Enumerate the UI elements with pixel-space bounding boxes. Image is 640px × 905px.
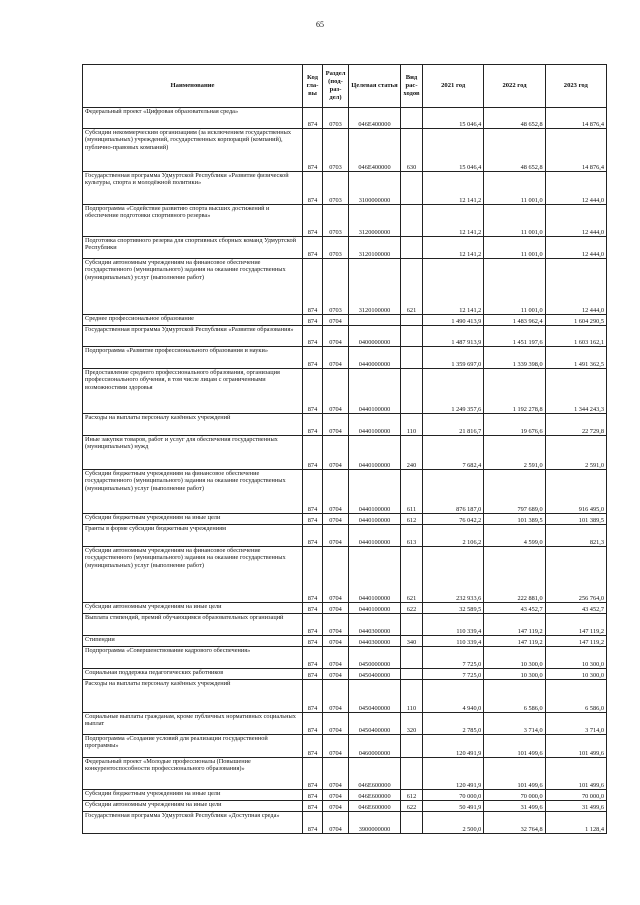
table-row — [83, 129, 607, 172]
row-vid-rashodov — [401, 614, 423, 636]
row-amount-2022: 6 586,0 — [484, 680, 545, 713]
row-kod: 874 — [303, 636, 323, 647]
row-celevaya-statya: 3100000000 — [349, 172, 401, 205]
row-celevaya-statya: 0440100000 — [349, 603, 401, 614]
row-amount-2021: 4 940,0 — [423, 680, 484, 713]
header-2022: 2022 год — [484, 65, 545, 108]
row-kod: 874 — [303, 259, 323, 315]
row-razdel: 0704 — [323, 315, 349, 326]
page-number: 65 — [316, 20, 324, 29]
row-amount-2021: 1 490 413,9 — [423, 315, 484, 326]
row-amount-2021: 76 042,2 — [423, 514, 484, 525]
table-row — [83, 647, 607, 669]
table-row — [83, 614, 607, 636]
row-amount-2021: 110 339,4 — [423, 636, 484, 647]
row-name: Субсидии некоммерческим организациям (за исключением государственных (муниципальных) учреждений, государственных корпораций (компаний), публично-правовых компаний) — [83, 129, 303, 172]
row-vid-rashodov — [401, 758, 423, 790]
row-name: Федеральный проект «Молодые профессионалы (Повышение конкурентоспособности профессионального образования)» — [83, 758, 303, 790]
row-vid-rashodov — [401, 326, 423, 347]
row-name: Социальная поддержка педагогических работников — [83, 669, 303, 680]
row-amount-2023: 1 604 290,5 — [545, 315, 606, 326]
row-kod: 874 — [303, 735, 323, 758]
row-kod: 874 — [303, 647, 323, 669]
header-2023: 2023 год — [545, 65, 606, 108]
row-amount-2023: 14 876,4 — [545, 129, 606, 172]
row-vid-rashodov: 240 — [401, 436, 423, 470]
row-vid-rashodov: 612 — [401, 514, 423, 525]
row-razdel: 0704 — [323, 758, 349, 790]
row-amount-2021: 110 339,4 — [423, 614, 484, 636]
row-vid-rashodov — [401, 108, 423, 129]
header-vid: Вид рас-ходов — [401, 65, 423, 108]
table-row — [83, 259, 607, 315]
table-row — [83, 237, 607, 259]
row-vid-rashodov — [401, 647, 423, 669]
table-row — [83, 669, 607, 680]
table-row — [83, 801, 607, 812]
row-amount-2023: 12 444,0 — [545, 237, 606, 259]
row-name: Подпрограмма «Совершенствование кадрового обеспечения» — [83, 647, 303, 669]
row-razdel: 0703 — [323, 237, 349, 259]
row-amount-2022: 32 764,8 — [484, 812, 545, 834]
row-amount-2022: 1 483 962,4 — [484, 315, 545, 326]
row-kod: 874 — [303, 790, 323, 801]
row-name: Субсидии автономным учреждениям на иные цели — [83, 603, 303, 614]
row-celevaya-statya: 0440100000 — [349, 525, 401, 547]
row-amount-2021: 2 500,0 — [423, 812, 484, 834]
row-name: Федеральный проект «Цифровая образовательная среда» — [83, 108, 303, 129]
row-kod: 874 — [303, 108, 323, 129]
row-razdel: 0704 — [323, 436, 349, 470]
table-row — [83, 108, 607, 129]
row-celevaya-statya: 0440100000 — [349, 547, 401, 603]
row-vid-rashodov — [401, 237, 423, 259]
header-kod: Код гла-вы — [303, 65, 323, 108]
table-row — [83, 680, 607, 713]
row-vid-rashodov — [401, 735, 423, 758]
row-amount-2021: 1 249 357,6 — [423, 369, 484, 414]
table-row — [83, 369, 607, 414]
row-amount-2022: 147 119,2 — [484, 636, 545, 647]
table-row — [83, 315, 607, 326]
row-razdel: 0704 — [323, 735, 349, 758]
row-kod: 874 — [303, 237, 323, 259]
row-celevaya-statya: 0450400000 — [349, 713, 401, 735]
row-amount-2021: 15 046,4 — [423, 129, 484, 172]
table-row — [83, 326, 607, 347]
row-kod: 874 — [303, 812, 323, 834]
row-kod: 874 — [303, 369, 323, 414]
row-vid-rashodov: 611 — [401, 470, 423, 514]
row-razdel: 0703 — [323, 108, 349, 129]
budget-table — [82, 64, 607, 834]
row-celevaya-statya: 0440100000 — [349, 470, 401, 514]
row-vid-rashodov — [401, 369, 423, 414]
row-celevaya-statya: 3900000000 — [349, 812, 401, 834]
row-razdel: 0704 — [323, 347, 349, 369]
row-amount-2023: 101 499,6 — [545, 735, 606, 758]
row-amount-2021: 1 359 697,0 — [423, 347, 484, 369]
row-amount-2021: 70 000,0 — [423, 790, 484, 801]
row-razdel: 0703 — [323, 259, 349, 315]
row-amount-2022: 222 881,0 — [484, 547, 545, 603]
row-celevaya-statya: 0440300000 — [349, 636, 401, 647]
row-amount-2023: 147 119,2 — [545, 614, 606, 636]
row-name: Расходы на выплаты персоналу казённых учреждений — [83, 680, 303, 713]
row-amount-2022: 1 451 197,6 — [484, 326, 545, 347]
row-amount-2023: 1 128,4 — [545, 812, 606, 834]
row-amount-2021: 876 187,0 — [423, 470, 484, 514]
table-row — [83, 205, 607, 237]
row-vid-rashodov — [401, 205, 423, 237]
row-name: Государственная программа Удмуртской Республики «Развитие образования» — [83, 326, 303, 347]
row-kod: 874 — [303, 436, 323, 470]
row-razdel: 0703 — [323, 129, 349, 172]
row-amount-2021: 2 785,0 — [423, 713, 484, 735]
row-kod: 874 — [303, 801, 323, 812]
row-amount-2023: 10 300,0 — [545, 647, 606, 669]
row-amount-2023: 12 444,0 — [545, 172, 606, 205]
row-name: Подпрограмма «Содействие развитию спорта высших достижений и обеспечение подготовки спортивного резерва» — [83, 205, 303, 237]
row-razdel: 0704 — [323, 603, 349, 614]
row-name: Субсидии бюджетным учреждениям на финансовое обеспечение государственного (муниципального) задания на оказание государственных (муниципальных) услуг (выполнение работ) — [83, 470, 303, 514]
header-name: Наименование — [83, 65, 303, 108]
row-amount-2021: 7 682,4 — [423, 436, 484, 470]
row-amount-2023: 1 344 243,3 — [545, 369, 606, 414]
row-amount-2022: 10 300,0 — [484, 647, 545, 669]
row-amount-2021: 12 141,2 — [423, 259, 484, 315]
table-row — [83, 347, 607, 369]
row-razdel: 0704 — [323, 614, 349, 636]
row-amount-2023: 101 389,5 — [545, 514, 606, 525]
row-vid-rashodov: 621 — [401, 547, 423, 603]
row-kod: 874 — [303, 547, 323, 603]
row-amount-2021: 32 589,5 — [423, 603, 484, 614]
table-row — [83, 758, 607, 790]
table-row — [83, 514, 607, 525]
row-amount-2023: 916 495,0 — [545, 470, 606, 514]
row-celevaya-statya: 0440100000 — [349, 414, 401, 436]
row-vid-rashodov: 621 — [401, 259, 423, 315]
row-vid-rashodov: 630 — [401, 129, 423, 172]
row-name: Субсидии автономным учреждениям на иные цели — [83, 801, 303, 812]
row-name: Подпрограмма «Развитие профессионального образования и науки» — [83, 347, 303, 369]
row-name: Субсидии бюджетным учреждениям на иные цели — [83, 514, 303, 525]
row-amount-2021: 21 816,7 — [423, 414, 484, 436]
row-kod: 874 — [303, 205, 323, 237]
row-celevaya-statya: 046E600000 — [349, 801, 401, 812]
table-row — [83, 414, 607, 436]
row-kod: 874 — [303, 680, 323, 713]
row-vid-rashodov — [401, 669, 423, 680]
row-kod: 874 — [303, 713, 323, 735]
row-amount-2023: 1 603 162,1 — [545, 326, 606, 347]
row-amount-2023: 2 591,0 — [545, 436, 606, 470]
row-celevaya-statya: 0450000000 — [349, 647, 401, 669]
row-amount-2022: 70 000,0 — [484, 790, 545, 801]
row-amount-2023: 10 300,0 — [545, 669, 606, 680]
row-vid-rashodov: 340 — [401, 636, 423, 647]
row-amount-2023: 14 876,4 — [545, 108, 606, 129]
row-amount-2023: 1 491 362,5 — [545, 347, 606, 369]
row-amount-2021: 1 487 913,9 — [423, 326, 484, 347]
row-vid-rashodov: 110 — [401, 680, 423, 713]
table-row — [83, 172, 607, 205]
row-celevaya-statya: 046E400000 — [349, 108, 401, 129]
header-celevaya: Целевая статья — [349, 65, 401, 108]
table-row — [83, 790, 607, 801]
table-header-row — [83, 65, 607, 108]
row-amount-2022: 1 192 278,8 — [484, 369, 545, 414]
row-amount-2022: 11 001,0 — [484, 259, 545, 315]
row-amount-2022: 101 389,5 — [484, 514, 545, 525]
row-amount-2023: 256 764,0 — [545, 547, 606, 603]
row-amount-2022: 11 001,0 — [484, 237, 545, 259]
row-name: Предоставление среднего профессионального образования, организация профессионального обучения, в том числе лицам с ограниченными возможностями здоровья — [83, 369, 303, 414]
row-celevaya-statya — [349, 315, 401, 326]
row-amount-2021: 7 725,0 — [423, 669, 484, 680]
row-amount-2022: 797 689,0 — [484, 470, 545, 514]
row-name: Подготовка спортивного резерва для спортивных сборных команд Удмуртской Республики — [83, 237, 303, 259]
row-amount-2023: 3 714,0 — [545, 713, 606, 735]
table-row — [83, 713, 607, 735]
row-amount-2023: 12 444,0 — [545, 205, 606, 237]
row-kod: 874 — [303, 525, 323, 547]
table-row — [83, 525, 607, 547]
row-razdel: 0704 — [323, 680, 349, 713]
row-amount-2023: 31 499,6 — [545, 801, 606, 812]
row-amount-2023: 821,3 — [545, 525, 606, 547]
row-celevaya-statya: 0450400000 — [349, 680, 401, 713]
row-name: Субсидии автономным учреждениям на финансовое обеспечение государственного (муниципального) задания на оказание государственных (муниципальных) услуг (выполнение работ) — [83, 547, 303, 603]
row-amount-2022: 31 499,6 — [484, 801, 545, 812]
row-celevaya-statya: 0440100000 — [349, 514, 401, 525]
row-celevaya-statya: 046E400000 — [349, 129, 401, 172]
row-celevaya-statya: 0440000000 — [349, 347, 401, 369]
row-vid-rashodov — [401, 347, 423, 369]
row-celevaya-statya: 046E600000 — [349, 790, 401, 801]
row-amount-2022: 19 676,6 — [484, 414, 545, 436]
row-razdel: 0704 — [323, 470, 349, 514]
row-vid-rashodov: 622 — [401, 801, 423, 812]
row-amount-2023: 22 729,8 — [545, 414, 606, 436]
row-razdel: 0704 — [323, 414, 349, 436]
row-kod: 874 — [303, 347, 323, 369]
table-row — [83, 735, 607, 758]
row-razdel: 0704 — [323, 669, 349, 680]
row-vid-rashodov: 320 — [401, 713, 423, 735]
row-kod: 874 — [303, 315, 323, 326]
row-amount-2021: 7 725,0 — [423, 647, 484, 669]
row-name: Иные закупки товаров, работ и услуг для обеспечения государственных (муниципальных) нужд — [83, 436, 303, 470]
row-razdel: 0704 — [323, 525, 349, 547]
row-name: Среднее профессиональное образование — [83, 315, 303, 326]
row-amount-2022: 2 591,0 — [484, 436, 545, 470]
row-amount-2023: 147 119,2 — [545, 636, 606, 647]
row-kod: 874 — [303, 129, 323, 172]
row-celevaya-statya: 0460000000 — [349, 735, 401, 758]
table-row — [83, 470, 607, 514]
row-vid-rashodov: 110 — [401, 414, 423, 436]
row-razdel: 0704 — [323, 790, 349, 801]
row-kod: 874 — [303, 603, 323, 614]
row-name: Субсидии бюджетным учреждениям на иные цели — [83, 790, 303, 801]
row-razdel: 0704 — [323, 801, 349, 812]
row-vid-rashodov: 613 — [401, 525, 423, 547]
row-amount-2023: 6 586,0 — [545, 680, 606, 713]
row-amount-2023: 43 452,7 — [545, 603, 606, 614]
row-name: Социальные выплаты гражданам, кроме публичных нормативных социальных выплат — [83, 713, 303, 735]
row-razdel: 0704 — [323, 369, 349, 414]
row-name: Расходы на выплаты персоналу казённых учреждений — [83, 414, 303, 436]
table-row — [83, 812, 607, 834]
row-razdel: 0704 — [323, 647, 349, 669]
row-kod: 874 — [303, 470, 323, 514]
row-vid-rashodov — [401, 172, 423, 205]
row-amount-2022: 1 339 398,0 — [484, 347, 545, 369]
table-row — [83, 636, 607, 647]
row-name: Субсидии автономным учреждениям на финансовое обеспечение государственного (муниципального) задания на оказание государственных (муниципальных) услуг (выполнение работ) — [83, 259, 303, 315]
row-amount-2022: 4 599,0 — [484, 525, 545, 547]
row-name: Государственная программа Удмуртской Республики «Развитие физической культуры, спорта и молодёжной политики» — [83, 172, 303, 205]
row-name: Государственная программа Удмуртской Республики «Доступная среда» — [83, 812, 303, 834]
row-amount-2023: 101 499,6 — [545, 758, 606, 790]
row-kod: 874 — [303, 758, 323, 790]
row-kod: 874 — [303, 172, 323, 205]
row-celevaya-statya: 3120100000 — [349, 259, 401, 315]
row-razdel: 0703 — [323, 172, 349, 205]
row-amount-2021: 120 491,9 — [423, 735, 484, 758]
row-kod: 874 — [303, 669, 323, 680]
table-row — [83, 603, 607, 614]
row-amount-2022: 101 499,6 — [484, 758, 545, 790]
row-amount-2022: 10 300,0 — [484, 669, 545, 680]
row-celevaya-statya: 046E600000 — [349, 758, 401, 790]
header-razdel: Раздел (под-раз-дел) — [323, 65, 349, 108]
table-row — [83, 547, 607, 603]
row-razdel: 0703 — [323, 205, 349, 237]
row-vid-rashodov — [401, 315, 423, 326]
row-amount-2022: 101 499,6 — [484, 735, 545, 758]
row-amount-2022: 11 001,0 — [484, 205, 545, 237]
row-celevaya-statya: 0440300000 — [349, 614, 401, 636]
row-name: Стипендии — [83, 636, 303, 647]
header-2021: 2021 год — [423, 65, 484, 108]
row-amount-2021: 15 046,4 — [423, 108, 484, 129]
row-amount-2021: 50 491,9 — [423, 801, 484, 812]
row-amount-2022: 48 652,8 — [484, 108, 545, 129]
row-amount-2021: 12 141,2 — [423, 205, 484, 237]
row-razdel: 0704 — [323, 713, 349, 735]
row-razdel: 0704 — [323, 812, 349, 834]
row-amount-2022: 147 119,2 — [484, 614, 545, 636]
row-amount-2022: 43 452,7 — [484, 603, 545, 614]
row-kod: 874 — [303, 514, 323, 525]
row-celevaya-statya: 0440100000 — [349, 369, 401, 414]
row-celevaya-statya: 0440100000 — [349, 436, 401, 470]
row-amount-2021: 12 141,2 — [423, 172, 484, 205]
row-razdel: 0704 — [323, 547, 349, 603]
row-vid-rashodov — [401, 812, 423, 834]
row-vid-rashodov: 612 — [401, 790, 423, 801]
row-kod: 874 — [303, 326, 323, 347]
row-amount-2021: 232 933,6 — [423, 547, 484, 603]
row-amount-2022: 3 714,0 — [484, 713, 545, 735]
table-row — [83, 436, 607, 470]
row-kod: 874 — [303, 414, 323, 436]
row-razdel: 0704 — [323, 514, 349, 525]
row-amount-2022: 11 001,0 — [484, 172, 545, 205]
row-amount-2021: 2 106,2 — [423, 525, 484, 547]
row-celevaya-statya: 0400000000 — [349, 326, 401, 347]
row-amount-2021: 120 491,9 — [423, 758, 484, 790]
row-name: Гранты в форме субсидии бюджетным учреждениям — [83, 525, 303, 547]
row-name: Выплата стипендий, премий обучающимся образовательных организаций — [83, 614, 303, 636]
row-vid-rashodov: 622 — [401, 603, 423, 614]
row-celevaya-statya: 3120000000 — [349, 205, 401, 237]
row-celevaya-statya: 3120100000 — [349, 237, 401, 259]
row-name: Подпрограмма «Создание условий для реализации государственной программы» — [83, 735, 303, 758]
row-celevaya-statya: 0450400000 — [349, 669, 401, 680]
row-amount-2023: 70 000,0 — [545, 790, 606, 801]
row-razdel: 0704 — [323, 636, 349, 647]
row-amount-2021: 12 141,2 — [423, 237, 484, 259]
row-kod: 874 — [303, 614, 323, 636]
row-razdel: 0704 — [323, 326, 349, 347]
row-amount-2023: 12 444,0 — [545, 259, 606, 315]
row-amount-2022: 48 652,8 — [484, 129, 545, 172]
